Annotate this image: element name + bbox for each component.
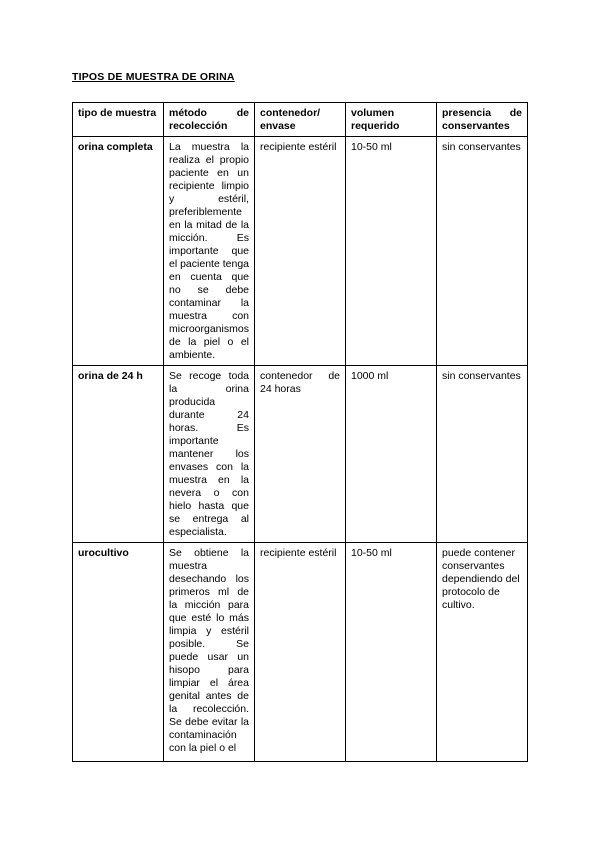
cell-conservantes: puede contener conservantes dependiendo del protocolo de cultivo. [437, 543, 528, 762]
cell-contenedor: recipiente estéril [255, 137, 346, 366]
cell-volumen: 1000 ml [346, 366, 437, 543]
cell-tipo: orina completa [73, 137, 164, 366]
cell-metodo: Se obtiene la muestra desechando los primeros ml de la micción para que esté lo más limpia y estéril posible. Se puede usar un hisopo para limpiar el área genital antes de la recolección. Se debe evitar la contaminación con la piel o el [164, 543, 255, 762]
cell-conservantes: sin conservantes [437, 137, 528, 366]
header-contenedor: contenedor/ envase [255, 103, 346, 137]
table-row [73, 366, 528, 543]
cell-volumen: 10-50 ml [346, 543, 437, 762]
header-volumen: volumen requerido [346, 103, 437, 137]
cell-tipo: orina de 24 h [73, 366, 164, 543]
table-row [73, 543, 528, 762]
table-row [73, 137, 528, 366]
header-metodo: método de recolección [164, 103, 255, 137]
cell-volumen: 10-50 ml [346, 137, 437, 366]
header-conservantes: presencia de conservantes [437, 103, 528, 137]
urine-sample-table [72, 102, 528, 762]
cell-metodo: Se recoge toda la orina producida durante 24 horas. Es importante mantener los envases con la muestra en la nevera o con hielo hasta que se entrega al especialista. [164, 366, 255, 543]
cell-conservantes: sin conservantes [437, 366, 528, 543]
cell-contenedor: contenedor de 24 horas [255, 366, 346, 543]
table-header-row [73, 103, 528, 137]
cell-contenedor: recipiente estéril [255, 543, 346, 762]
document-title: TIPOS DE MUESTRA DE ORINA [72, 71, 235, 83]
cell-metodo: La muestra la realiza el propio paciente en un recipiente limpio y estéril, preferiblemente en la mitad de la micción. Es importante que el paciente tenga en cuenta que no se debe contaminar la muestra con microorganismos de la piel o el ambiente. [164, 137, 255, 366]
header-tipo: tipo de muestra [73, 103, 164, 137]
cell-tipo: urocultivo [73, 543, 164, 762]
